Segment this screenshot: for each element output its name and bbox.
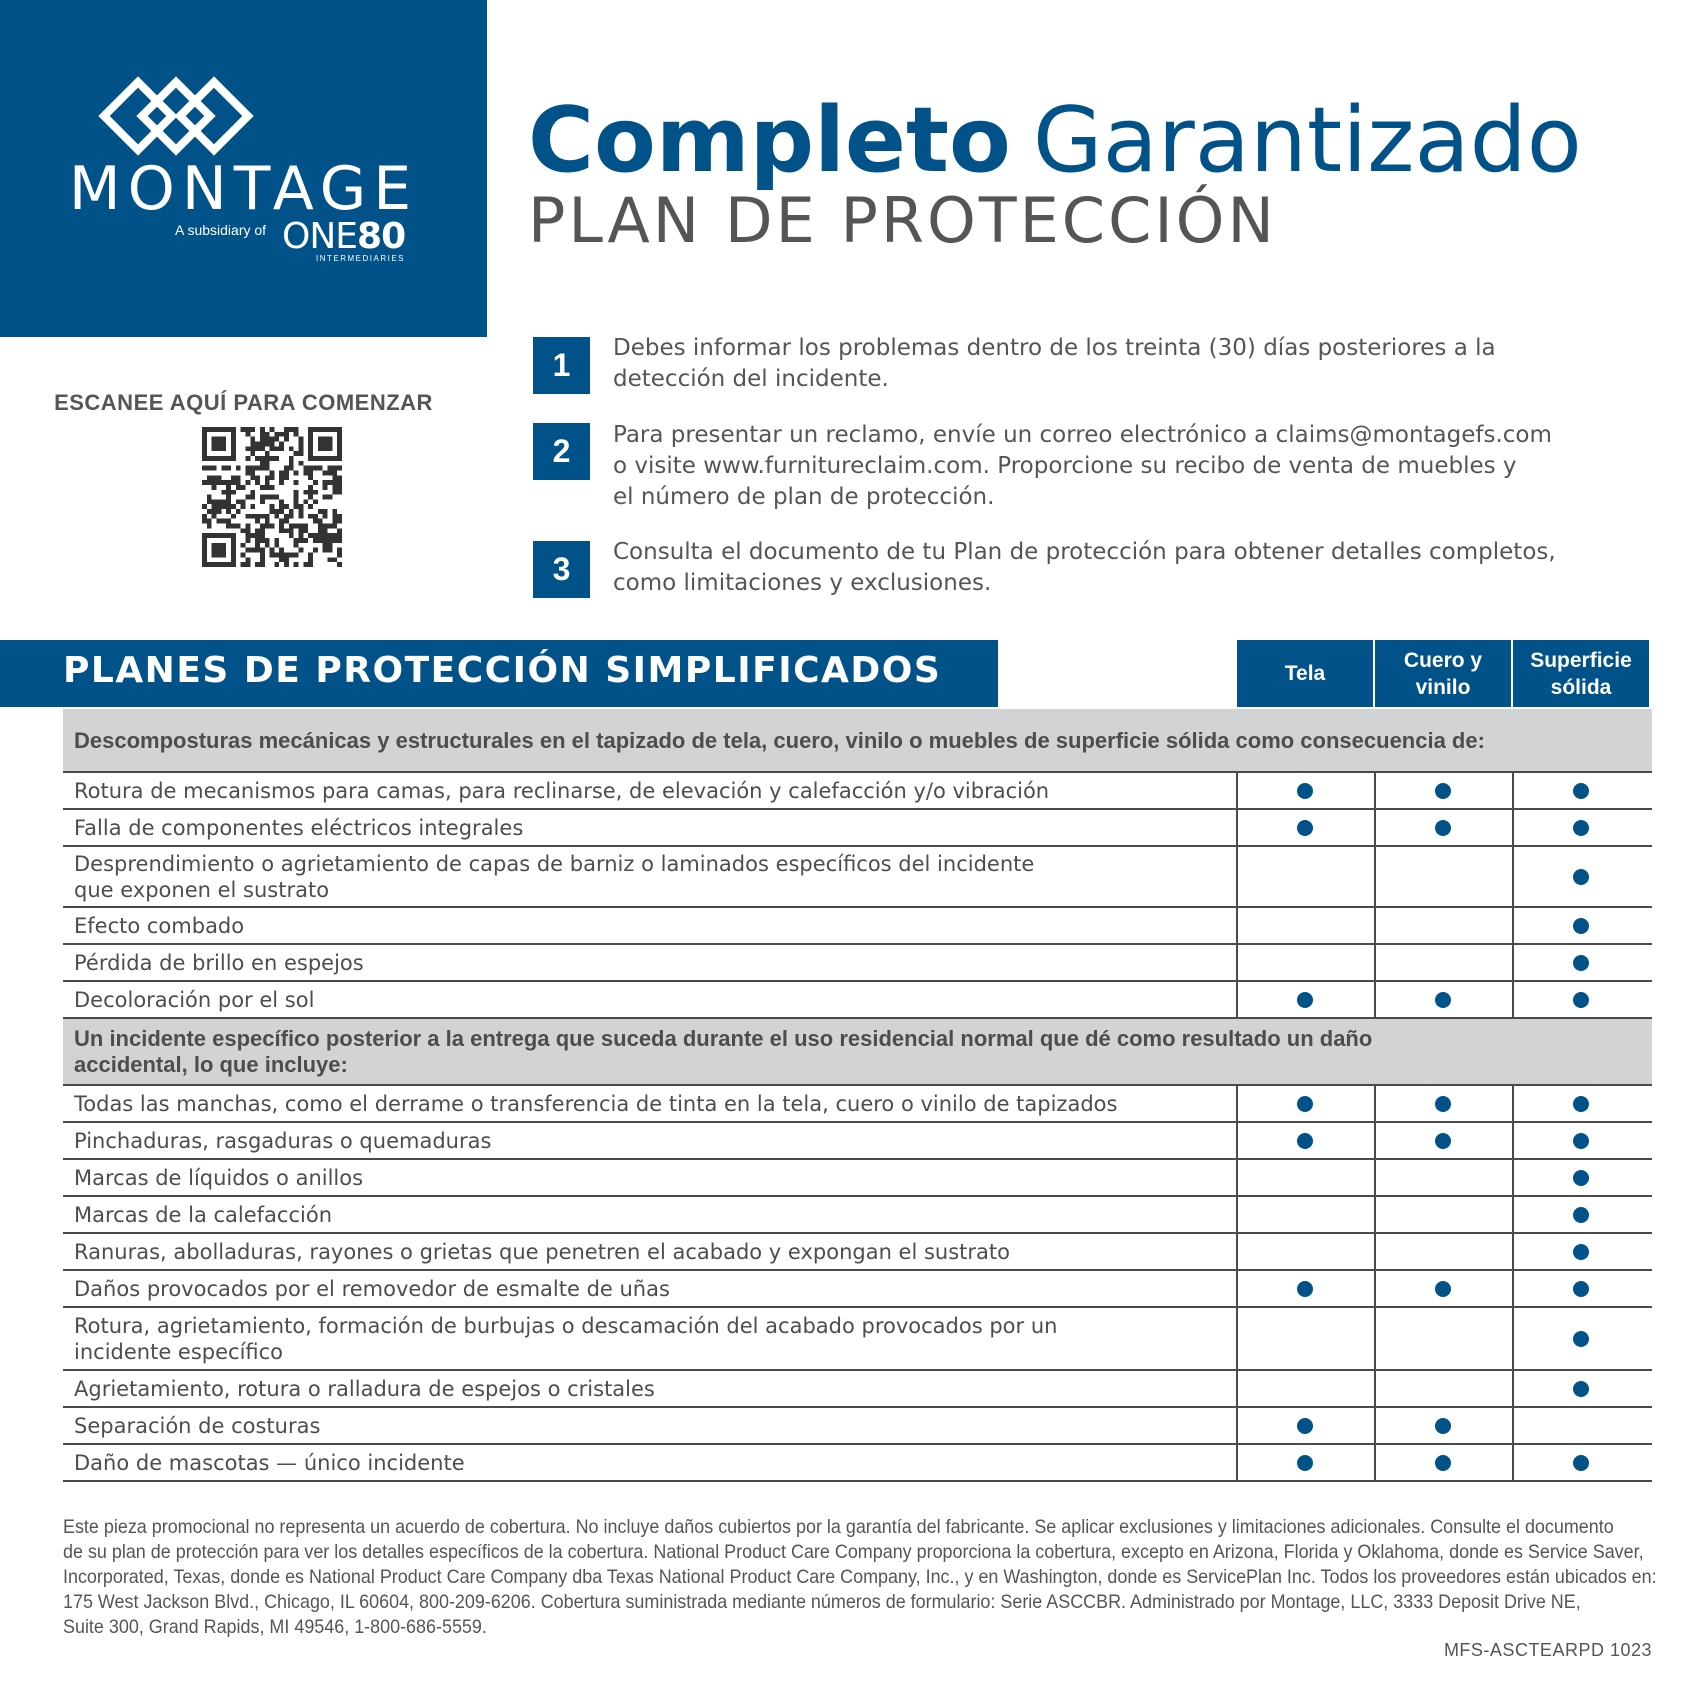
row-label [74,1445,1214,1480]
disclaimer-line: Este pieza promocional no representa un acuerdo de cobertura. No incluye daños cubiertos por la garantía del fabricante. Se aplicar exclusiones y limitaciones adicionales. Consulte el documento [63,1516,1614,1538]
coverage-dot [1573,1207,1589,1223]
column-divider [1374,1371,1376,1406]
parent-one: ONE [282,216,358,257]
row-label [74,945,1214,980]
title-light: Garantizado [1032,88,1582,193]
row-label-line: Marcas de líquidos o anillos [74,1165,364,1190]
table-row [63,847,1652,908]
column-divider [1236,1308,1238,1369]
column-divider [1512,773,1514,808]
coverage-dot [1573,869,1589,885]
coverage-dot [1573,955,1589,971]
column-divider [1236,1086,1238,1121]
row-label [74,810,1214,845]
column-header-line: sólida [1550,675,1612,699]
column-divider [1236,847,1238,906]
table-row [63,773,1652,810]
column-divider [1512,1160,1514,1195]
column-divider [1374,1086,1376,1121]
column-header-1 [1237,640,1373,707]
row-label-line: Daños provocados por el removedor de esmalte de uñas [74,1276,670,1301]
table-row [63,1445,1652,1482]
row-label-line: Rotura, agrietamiento, formación de burbujas o descamación del acabado provocados por un [74,1313,1058,1338]
column-divider [1512,1197,1514,1232]
title-bold: Completo [528,88,1011,193]
row-label-line: Daño de mascotas — único incidente [74,1450,465,1475]
coverage-dot [1435,1418,1451,1434]
column-divider [1374,1445,1376,1480]
column-divider [1512,982,1514,1017]
column-divider [1236,1234,1238,1269]
table-row [63,1086,1652,1123]
column-divider [1512,847,1514,906]
column-header-line: Cuero y [1403,648,1483,672]
column-divider [1236,1197,1238,1232]
column-divider [1374,1308,1376,1369]
coverage-dot [1297,1096,1313,1112]
column-header-label [1404,647,1482,701]
row-label-line: Marcas de la calefacción [74,1202,333,1227]
row-label [74,1408,1214,1443]
table-row [63,982,1652,1019]
row-label [74,908,1214,943]
parent-company-logo [282,216,405,257]
table-row [63,1234,1652,1271]
step-text-3 [613,537,1613,599]
column-divider [1236,908,1238,943]
row-label-line: Separación de costuras [74,1413,321,1438]
step-line: Debes informar los problemas dentro de los treinta (30) días posteriores a la [613,335,1496,361]
column-header-line: vinilo [1415,675,1471,699]
disclaimer-line: de su plan de protección para ver los detalles específicos de la cobertura. National Product Care Company proporciona la cobertura, excepto en Arizona, Florida y Oklahoma, donde es Service Saver, [63,1541,1644,1563]
coverage-dot [1297,1281,1313,1297]
coverage-dot [1573,1133,1589,1149]
column-divider [1374,1160,1376,1195]
document-code: MFS-ASCTEARPD 1023 [1443,1640,1652,1660]
step-number-2: 2 [533,423,590,480]
coverage-dot [1573,820,1589,836]
column-divider [1374,773,1376,808]
logo-wordmark: MONTAGE [68,154,419,224]
column-header-line: Tela [1284,662,1326,685]
row-label-line: Falla de componentes eléctricos integrales [74,815,524,840]
column-header-2 [1375,640,1511,707]
column-divider [1236,810,1238,845]
column-divider [1236,1445,1238,1480]
column-divider [1512,1308,1514,1369]
column-divider [1236,1160,1238,1195]
column-divider [1374,810,1376,845]
row-label [74,1371,1214,1406]
coverage-dot [1297,783,1313,799]
row-label-line: que exponen el sustrato [74,877,330,902]
row-label [74,847,1214,906]
step-line: o visite www.furnitureclaim.com. Proporcione su recibo de venta de muebles y [613,453,1517,479]
coverage-dot [1573,1281,1589,1297]
coverage-dot [1297,992,1313,1008]
row-label [74,1160,1214,1195]
column-divider [1374,1271,1376,1306]
table-row [63,810,1652,847]
coverage-dot [1573,1331,1589,1347]
montage-diamond-logo-icon [98,76,254,156]
column-divider [1512,1123,1514,1158]
column-divider [1512,810,1514,845]
column-divider [1236,945,1238,980]
step-line: Consulta el documento de tu Plan de protección para obtener detalles completos, [613,539,1556,565]
table-row [63,945,1652,982]
coverage-dot [1573,992,1589,1008]
table-row [63,1123,1652,1160]
row-label-line: Efecto combado [74,913,245,938]
column-divider [1512,945,1514,980]
row-label-line: Agrietamiento, rotura o ralladura de espejos o cristales [74,1376,655,1401]
column-divider [1512,1086,1514,1121]
column-header-label [1530,647,1632,701]
column-divider [1512,1408,1514,1443]
column-divider [1374,945,1376,980]
column-divider [1374,908,1376,943]
column-divider [1374,982,1376,1017]
column-divider [1236,1271,1238,1306]
row-label [74,982,1214,1017]
coverage-dot [1435,1096,1451,1112]
disclaimer-line: Incorporated, Texas, donde es National Product Care Company dba Texas National Product Care Company, Inc., y en Washington, donde es ServicePlan Inc. Todos los proveedores están ubicados en: [63,1566,1657,1588]
section-line: accidental, lo que incluye: [74,1051,348,1077]
coverage-dot [1573,918,1589,934]
column-divider [1374,847,1376,906]
step-number-3: 3 [533,541,590,598]
logo-panel [0,0,487,337]
coverage-dot [1573,1455,1589,1471]
table-row [63,1197,1652,1234]
row-label [74,1271,1214,1306]
column-divider [1512,908,1514,943]
step-line: el número de plan de protección. [613,484,995,510]
row-label [74,1123,1214,1158]
table-row [63,908,1652,945]
table-row [63,1408,1652,1445]
row-label [74,1086,1214,1121]
table-row [63,1160,1652,1197]
section-line: Un incidente específico posterior a la entrega que suceda durante el uso residencial normal que dé como resultado un daño [74,1025,1373,1051]
column-header-3 [1513,640,1649,707]
step-text-1 [613,333,1613,395]
row-label-line: Rotura de mecanismos para camas, para reclinarse, de elevación y calefacción y/o vibración [74,778,1050,803]
section-line: Descomposturas mecánicas y estructurales en el tapizado de tela, cuero, vinilo o muebles de superficie sólida como consecuencia de: [74,727,1485,753]
table-row [63,1308,1652,1371]
row-label [74,1197,1214,1232]
step-line: Para presentar un reclamo, envíe un correo electrónico a claims@montagefs.com [613,422,1552,448]
column-header-label [1285,660,1325,687]
coverage-dot [1435,1281,1451,1297]
coverage-dot [1435,1133,1451,1149]
column-divider [1236,1408,1238,1443]
coverage-dot [1297,1455,1313,1471]
column-divider [1512,1234,1514,1269]
disclaimer-line: 175 West Jackson Blvd., Chicago, IL 60604, 800-209-6206. Cobertura suministrada mediante números de formulario: Serie ASCCBR. Administrado por Montage, LLC, 3333 Deposit Drive NE, [63,1591,1581,1613]
column-divider [1374,1408,1376,1443]
page-subtitle: PLAN DE PROTECCIÓN [528,184,1277,257]
coverage-dot [1435,820,1451,836]
row-label-line: Desprendimiento o agrietamiento de capas de barniz o laminados específicos del incidente [74,851,1035,876]
qr-code[interactable] [202,427,342,567]
column-divider [1374,1234,1376,1269]
section-header-accidental [63,1019,1652,1084]
page-title [528,88,1582,193]
row-label-line: Pérdida de brillo en espejos [74,950,364,975]
coverage-dot [1435,783,1451,799]
row-label [74,1308,1214,1369]
column-divider [1236,773,1238,808]
table-title: PLANES DE PROTECCIÓN SIMPLIFICADOS [63,650,942,691]
table-row [63,1371,1652,1408]
coverage-dot [1435,1455,1451,1471]
coverage-dot [1573,1244,1589,1260]
column-divider [1374,1123,1376,1158]
row-label-line: Ranuras, abolladuras, rayones o grietas que penetren el acabado y expongan el sustrato [74,1239,1010,1264]
table-row [63,1271,1652,1308]
row-label-line: Decoloración por el sol [74,987,315,1012]
coverage-dot [1573,1096,1589,1112]
coverage-dot [1573,1381,1589,1397]
scan-label: ESCANEE AQUÍ PARA COMENZAR [54,390,433,415]
coverage-dot [1573,783,1589,799]
coverage-dot [1297,820,1313,836]
step-line: como limitaciones y exclusiones. [613,570,992,596]
step-line: detección del incidente. [613,366,889,392]
coverage-dot [1573,1170,1589,1186]
column-divider [1236,1371,1238,1406]
row-label [74,773,1214,808]
coverage-dot [1435,992,1451,1008]
parent-eighty: 80 [357,216,406,257]
column-divider [1236,982,1238,1017]
column-header-line: Superficie [1530,648,1632,672]
column-divider [1512,1445,1514,1480]
step-text-2 [613,420,1613,513]
column-divider [1512,1271,1514,1306]
row-label [74,1234,1214,1269]
parent-company-sub: INTERMEDIARIES [316,254,406,263]
column-divider [1512,1371,1514,1406]
section-header-mechanical [63,709,1652,772]
legal-disclaimer [63,1515,1657,1640]
column-divider [1236,1123,1238,1158]
row-label-line: incidente específico [74,1339,284,1364]
logo-subsidiary-text: A subsidiary of [175,222,267,238]
coverage-dot [1297,1133,1313,1149]
coverage-dot [1297,1418,1313,1434]
row-label-line: Todas las manchas, como el derrame o transferencia de tinta en la tela, cuero o vinilo de tapizados [74,1091,1118,1116]
row-label-line: Pinchaduras, rasgaduras o quemaduras [74,1128,492,1153]
disclaimer-line: Suite 300, Grand Rapids, MI 49546, 1-800-686-5559. [63,1616,487,1638]
column-divider [1374,1197,1376,1232]
step-number-1: 1 [533,337,590,394]
